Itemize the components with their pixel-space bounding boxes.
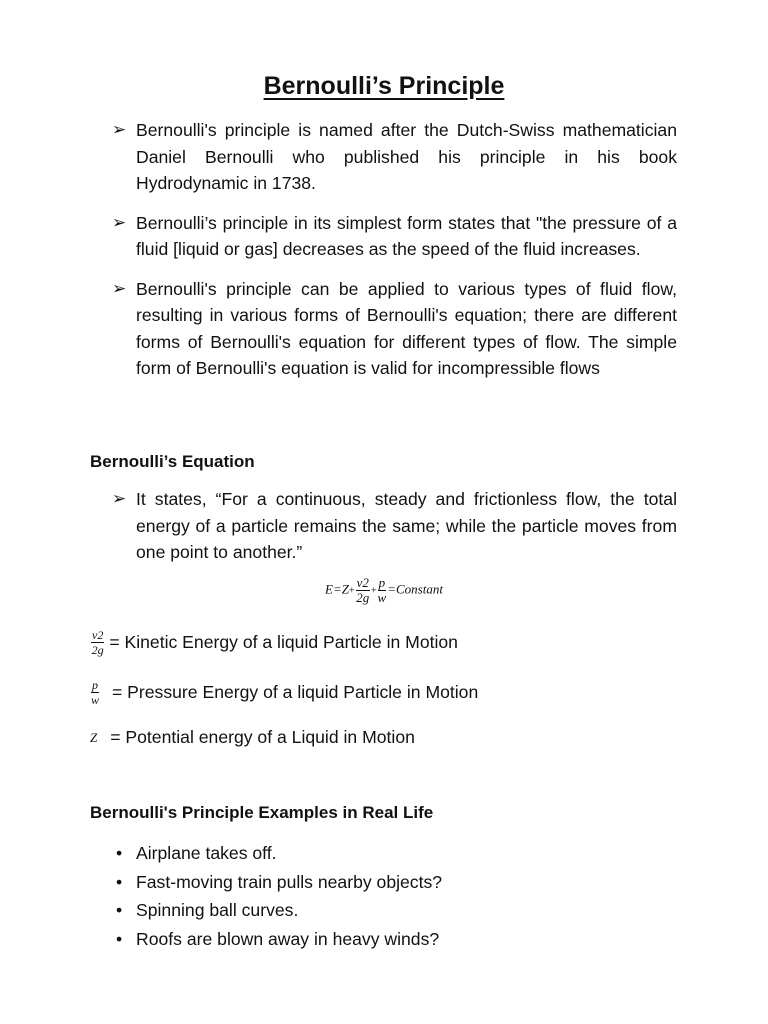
bullet-icon: • [116, 928, 123, 949]
list-item-text: Roofs are blown away in heavy winds? [136, 928, 440, 949]
list-item [112, 868, 442, 897]
fraction-numerator: v2 [92, 628, 104, 642]
equation-plus: + [348, 585, 355, 597]
equation-rhs: =Constant [387, 581, 443, 597]
bullet-icon: • [116, 900, 123, 920]
potential-symbol: Z [90, 729, 98, 745]
bullet-icon: • [116, 871, 123, 892]
pressure-energy-definition [90, 678, 478, 707]
examples-heading: Bernoulli's Principle Examples in Real Life [90, 803, 434, 822]
equation-lhs: E=Z [325, 581, 349, 597]
list-item-text: Fast-moving train pulls nearby objects? [136, 871, 443, 892]
pressure-fraction [378, 576, 387, 605]
list-item-text: Bernoulli’s principle in its simplest form states that "the pressure of a fluid [liquid or gas] decreases as the speed of the fluid increases. [136, 212, 677, 259]
definition-text: = Potential energy of a Liquid in Motion [110, 727, 415, 747]
page-title: Bernoulli’s Principle [263, 72, 505, 100]
arrow-bullet-icon: ➢ [112, 120, 127, 139]
intro-point-list [112, 117, 677, 395]
list-item [112, 117, 677, 197]
list-item-text: Airplane takes off. [136, 843, 277, 863]
list-item [112, 210, 677, 263]
fraction-numerator: v2 [356, 575, 369, 590]
list-item [112, 486, 677, 566]
list-item [112, 839, 442, 868]
kinetic-energy-definition [90, 628, 458, 657]
kinetic-fraction [356, 576, 370, 605]
list-item-text: It states, “For a continuous, steady and frictionless flow, the total energy of a particle remains the same; while the particle moves from one point to another.” [136, 489, 677, 562]
definition-text: = Kinetic Energy of a liquid Particle in Motion [109, 632, 458, 652]
pressure-fraction [91, 678, 99, 707]
list-item-text: Bernoulli's principle can be applied to various types of fluid flow, resulting in various forms of Bernoulli's equation; there are different forms of Bernoulli's equation for different types of flow. The simple form of Bernoulli's equation is valid for incompressible flows [136, 278, 677, 378]
arrow-bullet-icon: ➢ [112, 278, 127, 298]
list-item-text: Bernoulli's principle is named after the Dutch-Swiss mathematician Daniel Bernoulli who published his principle in his book Hydrodynamic in 1738. [136, 120, 677, 193]
fraction-denominator: 2g [356, 590, 370, 605]
fraction-denominator: w [91, 693, 100, 707]
bernoulli-equation [0, 576, 768, 605]
list-item [112, 925, 442, 954]
definition-text: = Pressure Energy of a liquid Particle in Motion [112, 682, 479, 702]
examples-list [112, 839, 442, 953]
arrow-bullet-icon: ➢ [112, 489, 127, 508]
equation-plus: + [370, 585, 377, 597]
fraction-denominator: w [377, 590, 387, 605]
equation-heading: Bernoulli’s Equation [90, 452, 255, 471]
arrow-bullet-icon: ➢ [112, 212, 127, 232]
fraction-denominator: 2g [91, 643, 104, 657]
equation-point-list [112, 486, 677, 579]
list-item [112, 896, 442, 925]
potential-energy-definition [90, 727, 415, 748]
fraction-numerator: p [92, 678, 98, 692]
list-item-text: Spinning ball curves. [136, 900, 299, 920]
fraction-numerator: p [378, 575, 386, 590]
list-item [112, 276, 677, 382]
bullet-icon: • [116, 843, 123, 863]
kinetic-fraction [91, 628, 104, 657]
